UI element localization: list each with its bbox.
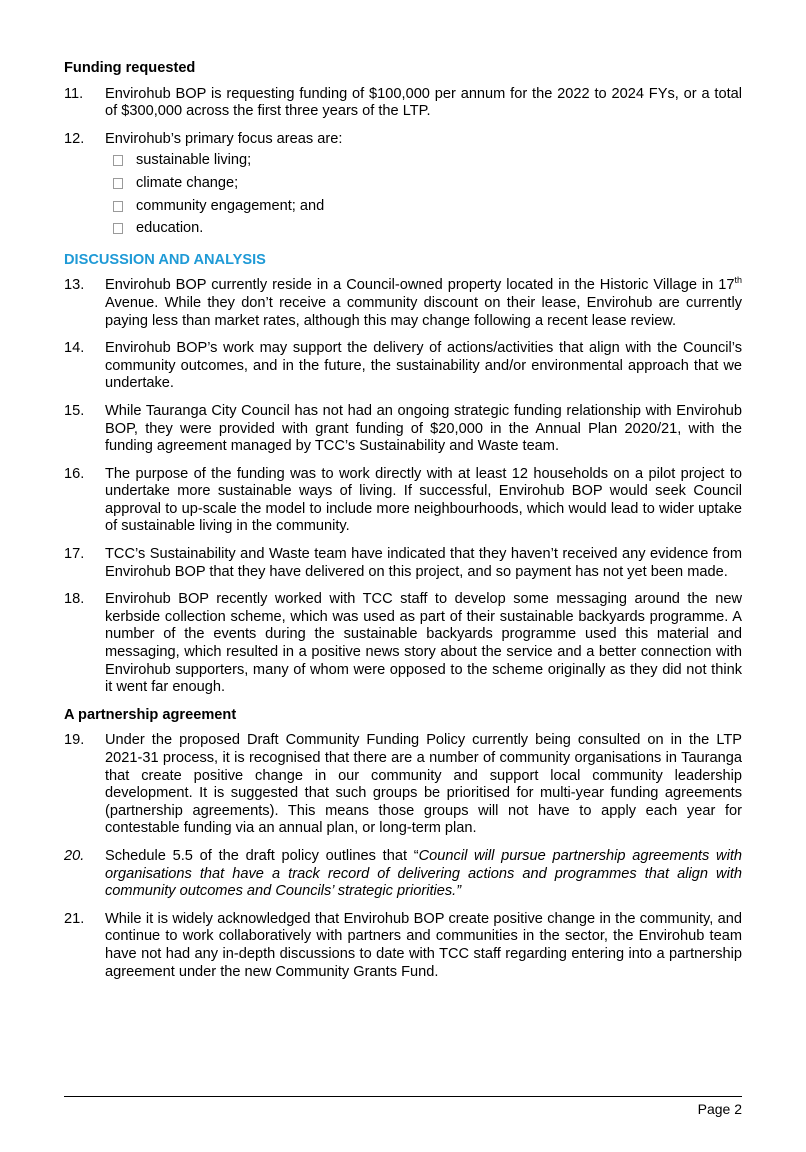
heading-discussion-analysis: DISCUSSION AND ANALYSIS — [64, 251, 266, 268]
paragraph-18 — [64, 591, 742, 697]
superscript: th — [734, 275, 742, 286]
heading-funding-requested: Funding requested — [64, 60, 196, 76]
paragraph-14 — [64, 340, 742, 393]
paragraph-19 — [64, 732, 742, 838]
paragraph-text: While it is widely acknowledged that Envirohub BOP create positive change in the community, and continue to work collaboratively with partners and communities in the sector, the Envirohub team have not had any in-depth discussions to date with TCC staff regarding entering into a partnership agreement under the new Community Grants Fund. — [105, 910, 742, 980]
text-run: Avenue. While they don’t receive a community discount on their lease, Envirohub are currently paying less than market rates, although this may change following a recent lease review. — [105, 294, 742, 329]
paragraph-number: 13. — [64, 277, 85, 294]
checkbox-bullet-icon — [113, 155, 123, 166]
checkbox-bullet-icon — [113, 178, 123, 189]
checkbox-bullet-icon — [113, 201, 123, 212]
page-number: Page 2 — [697, 1101, 742, 1117]
paragraph-21 — [64, 911, 742, 981]
paragraph-12 — [64, 131, 742, 238]
list-item-text: climate change; — [136, 174, 239, 191]
paragraph-16 — [64, 466, 742, 536]
paragraph-text: Envirohub’s primary focus areas are: — [105, 130, 343, 147]
paragraph-text: Envirohub BOP’s work may support the delivery of actions/activities that align with the Council’s community outcomes, and in the future, the sustainability and/or environmental approach that we undertake. — [105, 340, 742, 392]
list-item — [113, 152, 742, 170]
paragraph-text: Under the proposed Draft Community Funding Policy currently being consulted on in the LTP 2021-31 process, it is recognised that there are a number of community organisations in Tauranga that create positive change in our community and support local community leadership development. It is suggested that such groups be prioritised for multi-year funding agreements (partnership agreements). This means those groups will not have to apply each year for contestable funding via an annual plan, or long-term plan. — [105, 732, 742, 837]
paragraph-number: 18. — [64, 591, 85, 608]
heading-partnership-agreement: A partnership agreement — [64, 706, 237, 723]
paragraph-text: Envirohub BOP recently worked with TCC staff to develop some messaging around the new kerbside collection scheme, which was used as part of their sustainable backyards programme. A number of the events during the sustainable backyards programme used this material and messaging, which resulted in a positive news story about the service and a better connection with Envirohub supporters, many of whom were opposed to the scheme originally as they did not think it went far enough. — [105, 591, 742, 696]
paragraph-number: 19. — [64, 732, 85, 749]
list-item — [113, 175, 742, 193]
list-item-text: education. — [136, 220, 204, 237]
focus-areas-list — [105, 152, 742, 237]
paragraph-text: While Tauranga City Council has not had an ongoing strategic funding relationship with Envirohub BOP, they were provided with grant funding of $20,000 in the Annual Plan 2020/21, with the funding agreement managed by TCC’s Sustainability and Waste team. — [105, 402, 742, 455]
paragraph-text — [105, 277, 742, 328]
paragraph-number: 17. — [64, 546, 85, 563]
checkbox-bullet-icon — [113, 223, 123, 234]
list-item-text: community engagement; and — [136, 197, 325, 214]
paragraph-number: 12. — [64, 130, 85, 147]
text-run: Schedule 5.5 of the draft policy outlines that “ — [105, 847, 419, 864]
paragraph-text: The purpose of the funding was to work directly with at least 12 households on a pilot project to undertake more sustainable ways of living. If successful, Envirohub BOP would seek Council approval to up-scale the model to include more neighbourhoods, which would lead to wider uptake of sustainable living in the community. — [105, 465, 742, 535]
document-page — [64, 60, 742, 991]
paragraph-17 — [64, 546, 742, 581]
paragraph-number: 21. — [64, 910, 85, 927]
paragraph-number: 20. — [64, 847, 85, 864]
list-item — [113, 220, 742, 238]
paragraph-13 — [64, 277, 742, 330]
paragraph-number: 14. — [64, 340, 85, 357]
paragraph-15 — [64, 403, 742, 456]
paragraph-20 — [64, 848, 742, 901]
paragraph-text — [105, 848, 742, 899]
policy-quote: Council will pursue partnership agreements with organisations that have a track record of delivering actions and programmes that align with community outcomes and Councils’ strategic priorities.” — [105, 847, 742, 900]
paragraph-number: 11. — [64, 85, 84, 102]
text-run: Envirohub BOP currently reside in a Council-owned property located in the Historic Village in 17 — [105, 277, 735, 294]
paragraph-text: Envirohub BOP is requesting funding of $100,000 per annum for the 2022 to 2024 FYs, or a total of $300,000 across the first three years of the LTP. — [105, 85, 742, 120]
paragraph-number: 15. — [64, 402, 85, 419]
list-item-text: sustainable living; — [136, 152, 252, 169]
paragraph-number: 16. — [64, 465, 85, 482]
paragraph-11 — [64, 86, 742, 121]
footer-divider — [64, 1096, 742, 1097]
paragraph-text: TCC’s Sustainability and Waste team have indicated that they haven’t received any evidence from Envirohub BOP that they have delivered on this project, and so payment has not yet been made. — [105, 546, 742, 580]
list-item — [113, 198, 742, 216]
